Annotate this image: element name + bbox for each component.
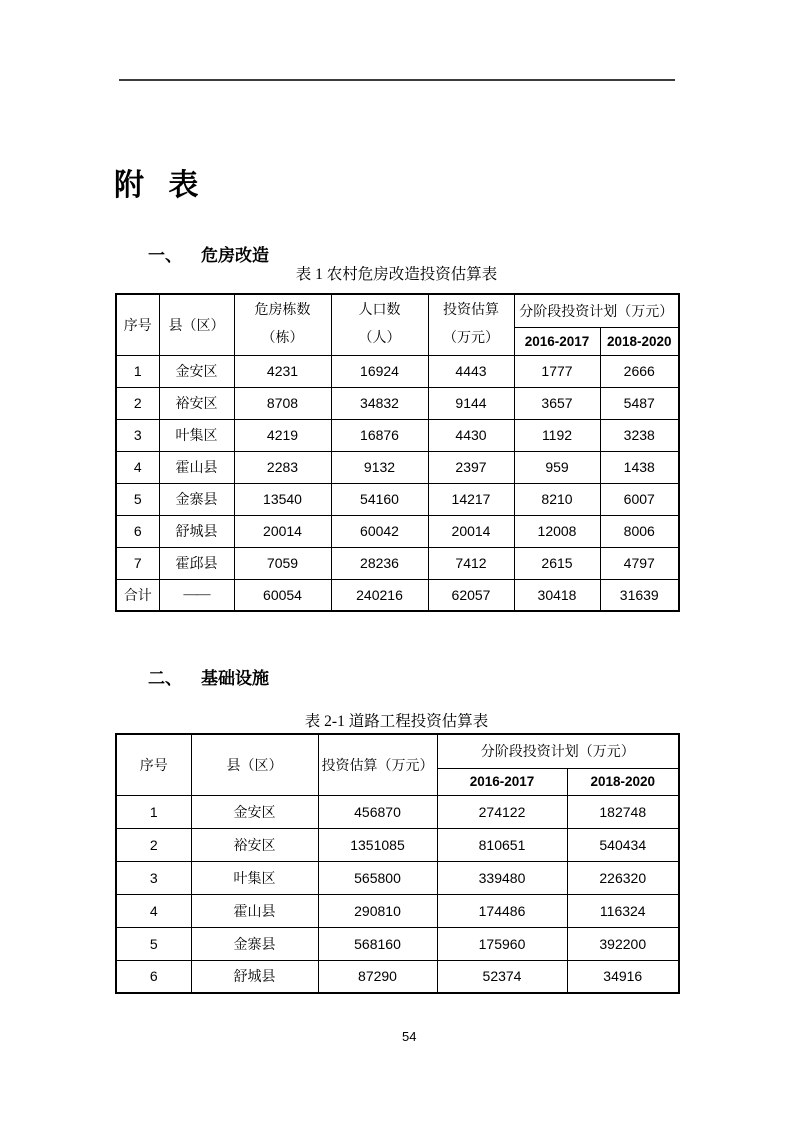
cell-phase1: 52374 [437, 960, 567, 993]
cell-phase2: 8006 [600, 515, 679, 547]
cell-investment: 87290 [318, 960, 437, 993]
cell-phase2: 392200 [567, 927, 679, 960]
cell-investment: 20014 [428, 515, 514, 547]
cell-county: 舒城县 [159, 515, 234, 547]
cell-investment: 4430 [428, 419, 514, 451]
cell-county: 叶集区 [191, 861, 318, 894]
section-index: 一、 [148, 246, 182, 265]
page-title: 附 表 [114, 169, 200, 202]
cell-investment: 7412 [428, 547, 514, 579]
cell-phase1: 1777 [514, 355, 600, 387]
col-header-investment-line2: （万元） [443, 330, 499, 346]
cell-seq: 7 [116, 547, 159, 579]
cell-phase1: 1192 [514, 419, 600, 451]
col-header-phase1: 2016-2017 [437, 768, 567, 795]
table-danger-house-investment [115, 293, 680, 612]
cell-phase2: 34916 [567, 960, 679, 993]
col-header-houses-line2: （栋） [261, 330, 304, 346]
table-row [116, 894, 679, 927]
cell-seq: 3 [116, 419, 159, 451]
cell-seq: 1 [116, 355, 159, 387]
cell-investment: 62057 [428, 579, 514, 611]
cell-houses: 4231 [234, 355, 331, 387]
col-header-seq: 序号 [116, 294, 159, 355]
col-header-county: 县（区） [159, 294, 234, 355]
cell-investment: 2397 [428, 451, 514, 483]
table-row [116, 861, 679, 894]
cell-phase1: 2615 [514, 547, 600, 579]
cell-county: 裕安区 [159, 387, 234, 419]
cell-county: 金寨县 [191, 927, 318, 960]
table-row [116, 927, 679, 960]
cell-seq: 5 [116, 927, 191, 960]
cell-population: 28236 [331, 547, 428, 579]
cell-county-dash: —— [159, 579, 234, 611]
cell-total-label: 合计 [116, 579, 159, 611]
table-row [116, 960, 679, 993]
cell-houses: 2283 [234, 451, 331, 483]
table1-header-row-1 [116, 294, 679, 327]
col-header-phase2: 2018-2020 [600, 327, 679, 355]
cell-population: 54160 [331, 483, 428, 515]
cell-county: 舒城县 [191, 960, 318, 993]
cell-seq: 6 [116, 515, 159, 547]
cell-investment: 565800 [318, 861, 437, 894]
cell-phase2: 31639 [600, 579, 679, 611]
cell-phase1: 959 [514, 451, 600, 483]
cell-seq: 4 [116, 894, 191, 927]
cell-seq: 5 [116, 483, 159, 515]
cell-population: 9132 [331, 451, 428, 483]
table1-caption: 表 1 农村危房改造投资估算表 [295, 266, 498, 283]
table-row [116, 419, 679, 451]
table-row [116, 515, 679, 547]
cell-seq: 3 [116, 861, 191, 894]
section-label: 基础设施 [201, 669, 269, 688]
table-row [116, 451, 679, 483]
table-row [116, 355, 679, 387]
cell-houses: 13540 [234, 483, 331, 515]
table-row [116, 795, 679, 828]
cell-population: 34832 [331, 387, 428, 419]
col-header-county: 县（区） [191, 734, 318, 795]
cell-phase2: 182748 [567, 795, 679, 828]
col-header-phase-plan: 分阶段投资计划（万元） [437, 734, 679, 768]
cell-population: 240216 [331, 579, 428, 611]
cell-houses: 4219 [234, 419, 331, 451]
cell-phase1: 8210 [514, 483, 600, 515]
col-header-population-line1: 人口数 [358, 302, 401, 318]
cell-county: 金寨县 [159, 483, 234, 515]
table-row [116, 828, 679, 861]
cell-phase2: 116324 [567, 894, 679, 927]
cell-investment: 568160 [318, 927, 437, 960]
table2-header-row-1 [116, 734, 679, 768]
cell-phase1: 30418 [514, 579, 600, 611]
table-total-row [116, 579, 679, 611]
cell-phase2: 5487 [600, 387, 679, 419]
col-header-population [331, 294, 428, 355]
cell-population: 16924 [331, 355, 428, 387]
cell-houses: 20014 [234, 515, 331, 547]
section-label: 危房改造 [201, 246, 269, 265]
cell-houses: 60054 [234, 579, 331, 611]
cell-phase2: 2666 [600, 355, 679, 387]
cell-phase2: 1438 [600, 451, 679, 483]
table2-caption: 表 2-1 道路工程投资估算表 [304, 713, 489, 730]
cell-investment: 456870 [318, 795, 437, 828]
table-row [116, 483, 679, 515]
col-header-seq: 序号 [116, 734, 191, 795]
col-header-investment [428, 294, 514, 355]
cell-county: 叶集区 [159, 419, 234, 451]
cell-county: 霍山县 [191, 894, 318, 927]
section-heading-danger-house [148, 245, 269, 266]
cell-phase2: 226320 [567, 861, 679, 894]
section-index: 二、 [148, 669, 182, 688]
cell-county: 金安区 [159, 355, 234, 387]
table-row [116, 387, 679, 419]
cell-county: 金安区 [191, 795, 318, 828]
cell-phase1: 175960 [437, 927, 567, 960]
table-row [116, 547, 679, 579]
col-header-phase-plan: 分阶段投资计划（万元） [514, 294, 679, 327]
cell-population: 16876 [331, 419, 428, 451]
cell-phase2: 3238 [600, 419, 679, 451]
cell-seq: 2 [116, 387, 159, 419]
cell-phase1: 3657 [514, 387, 600, 419]
cell-phase1: 810651 [437, 828, 567, 861]
cell-seq: 4 [116, 451, 159, 483]
cell-phase1: 339480 [437, 861, 567, 894]
col-header-houses [234, 294, 331, 355]
cell-investment: 1351085 [318, 828, 437, 861]
cell-investment: 9144 [428, 387, 514, 419]
cell-houses: 7059 [234, 547, 331, 579]
col-header-phase1: 2016-2017 [514, 327, 600, 355]
header-rule [119, 79, 675, 81]
cell-phase1: 174486 [437, 894, 567, 927]
cell-population: 60042 [331, 515, 428, 547]
cell-investment: 4443 [428, 355, 514, 387]
cell-seq: 6 [116, 960, 191, 993]
cell-county: 霍邱县 [159, 547, 234, 579]
cell-phase2: 540434 [567, 828, 679, 861]
cell-phase1: 274122 [437, 795, 567, 828]
cell-phase1: 12008 [514, 515, 600, 547]
cell-county: 裕安区 [191, 828, 318, 861]
table-road-investment [115, 733, 680, 994]
section-heading-infrastructure [148, 668, 269, 689]
cell-seq: 2 [116, 828, 191, 861]
col-header-houses-line1: 危房栋数 [254, 302, 311, 318]
page-number: 54 [402, 1029, 417, 1044]
cell-investment: 290810 [318, 894, 437, 927]
cell-county: 霍山县 [159, 451, 234, 483]
cell-houses: 8708 [234, 387, 331, 419]
cell-phase2: 6007 [600, 483, 679, 515]
col-header-population-line2: （人） [358, 330, 401, 346]
cell-investment: 14217 [428, 483, 514, 515]
col-header-investment: 投资估算（万元） [318, 734, 437, 795]
cell-phase2: 4797 [600, 547, 679, 579]
cell-seq: 1 [116, 795, 191, 828]
col-header-investment-line1: 投资估算 [443, 302, 499, 318]
col-header-phase2: 2018-2020 [567, 768, 679, 795]
